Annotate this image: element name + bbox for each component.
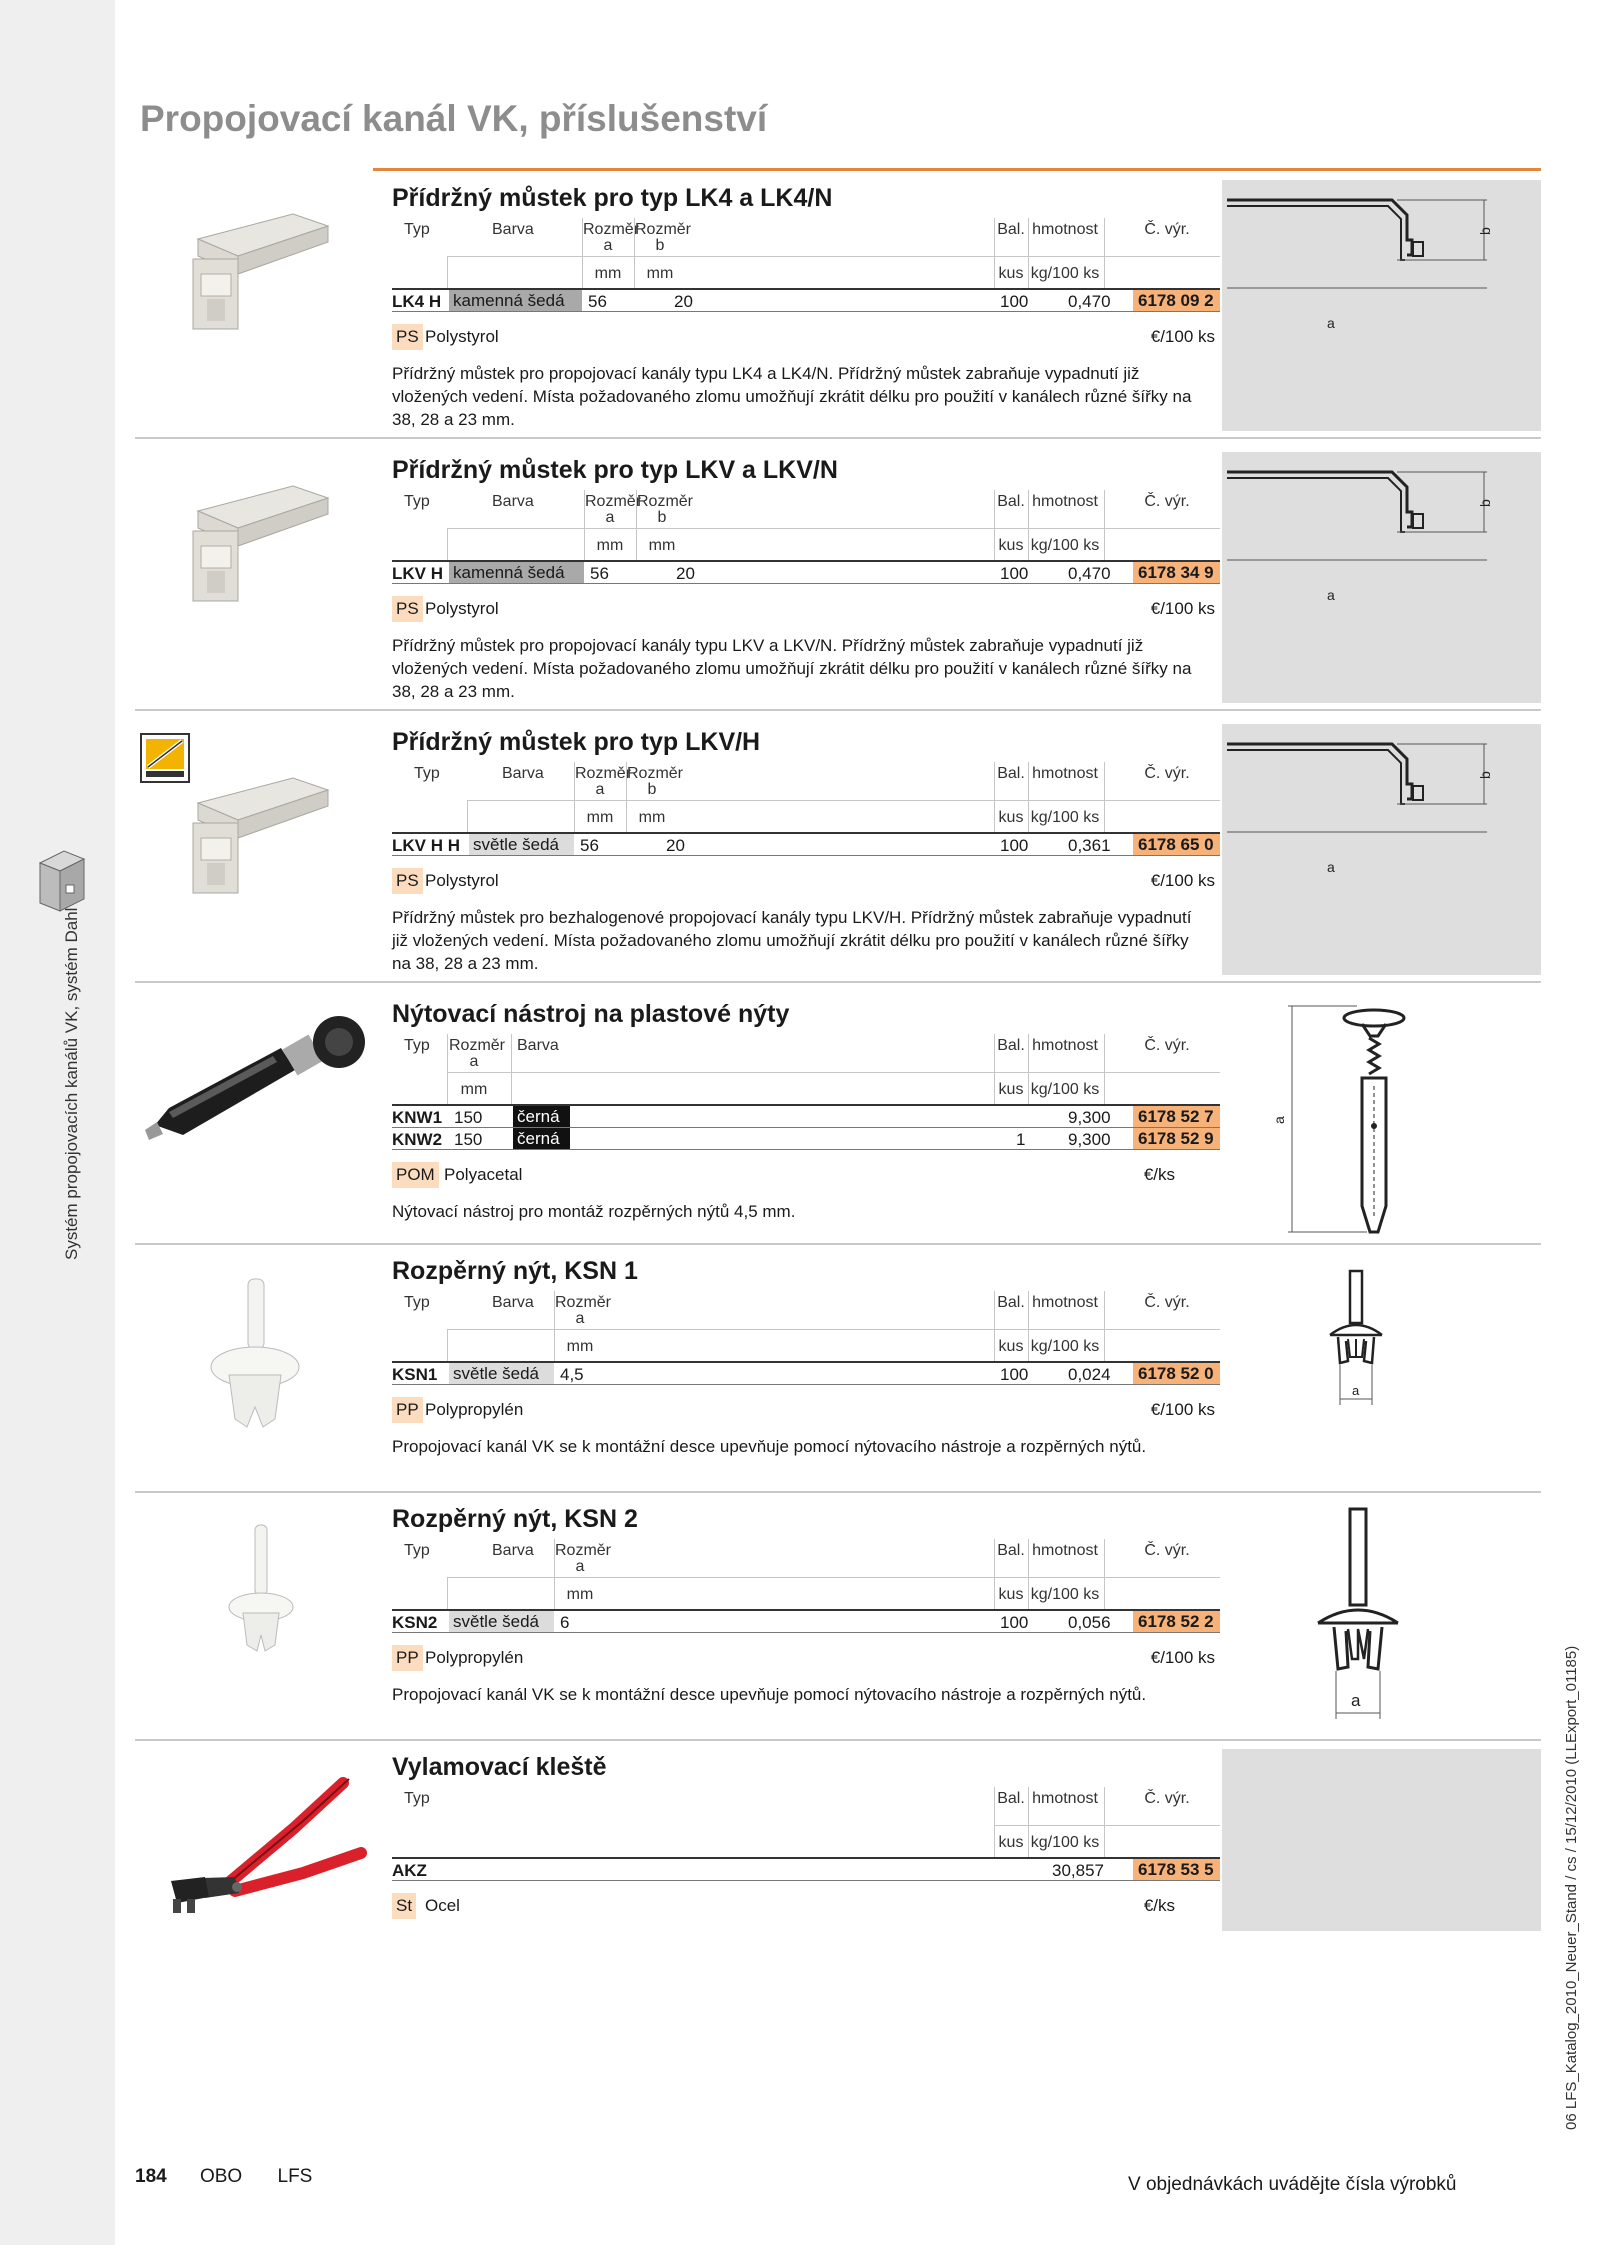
svg-text:a: a bbox=[1271, 1116, 1287, 1124]
description: Propojovací kanál VK se k montážní desce upevňuje pomocí nýtovacího nástroje a rozpěrných nýtů. bbox=[392, 1437, 1147, 1456]
description: Nýtovací nástroj pro montáž rozpěrných nýtů 4,5 mm. bbox=[392, 1202, 796, 1221]
footer-note: V objednávkách uvádějte čísla výrobků bbox=[1128, 2174, 1457, 2195]
section-knw bbox=[135, 988, 1541, 1243]
table-header: Typ Rozměr a mm Barva Bal. kus hmotnost kg/100 ks Č. výr. bbox=[392, 1034, 1220, 1106]
table-header: Typ Barva Rozměr a mm Bal. kus hmotnost kg/100 ks Č. výr. bbox=[392, 1539, 1220, 1611]
description: Přídržný můstek pro bezhalogenové propojovací kanály typu LKV/H. Přídržný můstek zabraňuje vypadnutí již vložených vedení. Místa požadovaného zlomu umožňují zkrátit délku pro použití v kanálech různé šířky na 38, 28 a 23 mm. bbox=[392, 908, 1192, 973]
dimension-diagram bbox=[1222, 996, 1541, 1247]
section-title: Vylamovací kleště bbox=[392, 1753, 607, 1781]
section-body bbox=[392, 1741, 1220, 1919]
article-number: 6178 52 9 bbox=[1133, 1128, 1220, 1149]
footer bbox=[135, 2166, 342, 2188]
page-number: 184 bbox=[135, 2166, 167, 2187]
table-row: LKV H kamenná šedá 56 20 100 0,470 6178 34 9 bbox=[392, 562, 1220, 584]
description: Propojovací kanál VK se k montážní desce upevňuje pomocí nýtovacího nástroje a rozpěrných nýtů. bbox=[392, 1685, 1147, 1704]
section-lkv bbox=[135, 444, 1541, 709]
svg-text:a: a bbox=[1327, 587, 1335, 603]
dimension-diagram bbox=[1222, 1501, 1541, 1752]
svg-text:a: a bbox=[1327, 315, 1335, 331]
bridge-image bbox=[143, 184, 378, 429]
svg-text:a: a bbox=[1327, 859, 1335, 875]
dimension-diagram bbox=[1222, 724, 1541, 975]
rivet-image bbox=[143, 1257, 378, 1502]
section-title: Nýtovací nástroj na plastové nýty bbox=[392, 1000, 790, 1028]
section-ksn2 bbox=[135, 1493, 1541, 1739]
table-header: Typ Barva Rozměr a Rozměr b mm mm Bal. kus hmotnost kg/100 ks Č. výr. bbox=[392, 490, 1220, 562]
section-lk4 bbox=[135, 172, 1541, 437]
rivet-image bbox=[143, 1505, 378, 1750]
page-title: Propojovací kanál VK, příslušenství bbox=[140, 98, 768, 139]
table-header: Typ Barva Rozměr a Rozměr b mm mm Bal. kus hmotnost kg/100 ks Č. výr. bbox=[392, 218, 1220, 290]
table-row: KNW2 150 černá 1 9,300 6178 52 9 bbox=[392, 1128, 1220, 1150]
table-header: Typ Barva Rozměr a Rozměr b mm mm Bal. kus hmotnost kg/100 ks Č. výr. bbox=[392, 762, 1220, 834]
section-title: Přídržný můstek pro typ LKV a LKV/N bbox=[392, 456, 838, 484]
dimension-diagram bbox=[1222, 452, 1541, 703]
article-number: 6178 34 9 bbox=[1133, 562, 1220, 583]
article-number: 6178 09 2 bbox=[1133, 290, 1220, 311]
article-number: 6178 52 2 bbox=[1133, 1611, 1220, 1632]
dimension-diagram bbox=[1222, 1253, 1541, 1504]
section-ksn1 bbox=[135, 1245, 1541, 1491]
section-body bbox=[392, 716, 1220, 975]
sidebar-caption: Systém propojovacích kanálů VK, systém Dahl bbox=[62, 907, 81, 1260]
material: PS Polystyrol €/100 ks bbox=[392, 868, 1220, 894]
image-placeholder bbox=[1222, 1749, 1541, 1931]
divider bbox=[135, 709, 1541, 711]
section-body bbox=[392, 172, 1220, 431]
svg-text:b: b bbox=[1477, 771, 1493, 779]
material: PS Polystyrol €/100 ks bbox=[392, 324, 1220, 350]
table-row: LK4 H kamenná šedá 56 20 100 0,470 6178 09 2 bbox=[392, 290, 1220, 312]
section-title: Rozpěrný nýt, KSN 2 bbox=[392, 1505, 638, 1533]
section-akz bbox=[135, 1741, 1541, 1941]
section-body bbox=[392, 1493, 1220, 1706]
pliers-image bbox=[143, 1753, 378, 1998]
dimension-diagram bbox=[1222, 180, 1541, 431]
table-header: Typ Barva Rozměr a mm Bal. kus hmotnost kg/100 ks Č. výr. bbox=[392, 1291, 1220, 1363]
bridge-image bbox=[143, 456, 378, 701]
riveting-tool-image bbox=[143, 1000, 378, 1245]
channel-icon bbox=[34, 845, 90, 915]
article-number: 6178 53 5 bbox=[1133, 1859, 1220, 1880]
sidebar bbox=[0, 0, 115, 2245]
section-body bbox=[392, 1245, 1220, 1458]
description: Přídržný můstek pro propojovací kanály typu LKV a LKV/N. Přídržný můstek zabraňuje vypadnutí již vložených vedení. Místa požadovaného zlomu umožňují zkrátit délku pro použití v kanálech různé šířky na 38, 28 a 23 mm. bbox=[392, 636, 1192, 701]
article-number: 6178 52 7 bbox=[1133, 1106, 1220, 1127]
table-row: KSN2 světle šedá 6 100 0,056 6178 52 2 bbox=[392, 1611, 1220, 1633]
title-rule bbox=[373, 168, 1541, 171]
section-body bbox=[392, 444, 1220, 703]
divider bbox=[135, 437, 1541, 439]
table-row: KSN1 světle šedá 4,5 100 0,024 6178 52 0 bbox=[392, 1363, 1220, 1385]
description: Přídržný můstek pro propojovací kanály typu LK4 a LK4/N. Přídržný můstek zabraňuje vypadnutí již vložených vedení. Místa požadovaného zlomu umožňují zkrátit délku pro použití v kanálech různé šířky na 38, 28 a 23 mm. bbox=[392, 364, 1192, 429]
section-title: Rozpěrný nýt, KSN 1 bbox=[392, 1257, 638, 1285]
svg-text:a: a bbox=[1352, 1383, 1360, 1398]
table-row: KNW1 150 černá 9,300 6178 52 7 bbox=[392, 1106, 1220, 1128]
article-number: 6178 52 0 bbox=[1133, 1363, 1220, 1384]
material: POM Polyacetal €/ks bbox=[392, 1162, 1220, 1188]
article-number: 6178 65 0 bbox=[1133, 834, 1220, 855]
material: PP Polypropylén €/100 ks bbox=[392, 1397, 1220, 1423]
material: PS Polystyrol €/100 ks bbox=[392, 596, 1220, 622]
section-lkvh bbox=[135, 716, 1541, 981]
section-body bbox=[392, 988, 1220, 1223]
table-row: AKZ 30,857 6178 53 5 bbox=[392, 1859, 1220, 1881]
table-header: Typ Bal. kus hmotnost kg/100 ks Č. výr. bbox=[392, 1787, 1220, 1859]
svg-text:b: b bbox=[1477, 499, 1493, 507]
svg-text:b: b bbox=[1477, 227, 1493, 235]
bridge-image bbox=[143, 728, 378, 973]
section-title: Přídržný můstek pro typ LK4 a LK4/N bbox=[392, 184, 833, 212]
brand-secondary: LFS bbox=[277, 2166, 313, 2187]
material: PP Polypropylén €/100 ks bbox=[392, 1645, 1220, 1671]
divider bbox=[135, 981, 1541, 983]
document-code: 06 LFS_Katalog_2010_Neuer_Stand / cs / 15/12/2010 (LLExport_01185) bbox=[1563, 1645, 1580, 2130]
table-row: LKV H H světle šedá 56 20 100 0,361 6178 65 0 bbox=[392, 834, 1220, 856]
material: St Ocel €/ks bbox=[392, 1893, 1220, 1919]
section-title: Přídržný můstek pro typ LKV/H bbox=[392, 728, 761, 756]
svg-text:a: a bbox=[1351, 1691, 1361, 1710]
brand: OBO bbox=[199, 2166, 243, 2187]
